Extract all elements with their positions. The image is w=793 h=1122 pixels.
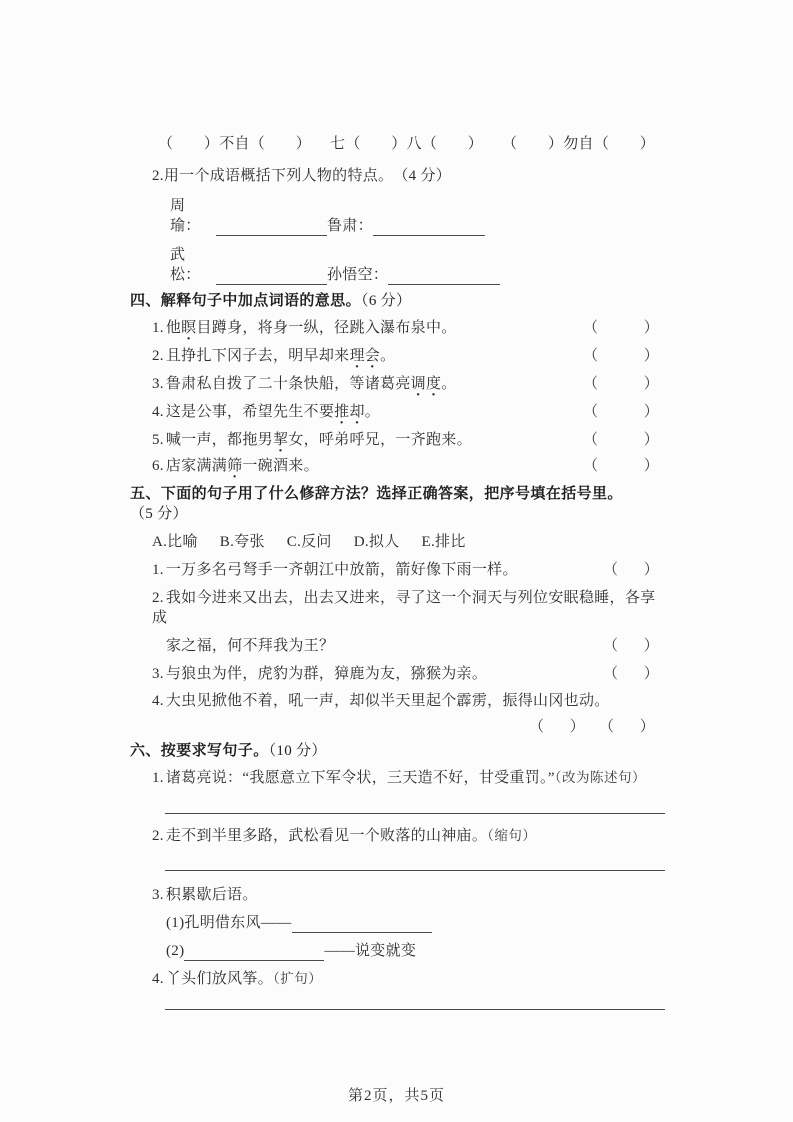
answer-parens <box>583 318 659 338</box>
section-title-text: 四、解释句子中加点词语的意思。 <box>130 292 362 309</box>
paren-glyph: ） <box>569 719 585 735</box>
answer-parens <box>583 346 659 366</box>
exam-content <box>130 134 667 1010</box>
option-label: A.比喻 <box>152 534 198 550</box>
question-text: 2.用一个成语概括下列人物的特点。 <box>152 168 394 184</box>
xiehouyu-prefix: (2) <box>166 943 185 959</box>
section-title-text: 五、下面的句子用了什么修辞方法？选择正确答案，把序号填在括号里。 <box>130 485 623 502</box>
answer-parens <box>529 717 585 737</box>
paren-glyph: ） <box>643 348 659 364</box>
question-text <box>152 374 583 394</box>
person-label: 孙悟空： <box>327 267 389 283</box>
sentence-text: 一万多名弓弩手一齐朝江中放箭，箭好像下雨一样。 <box>165 562 518 578</box>
section-title-text: 六、按要求写句子。 <box>130 742 269 759</box>
paren-glyph: （ <box>583 348 599 364</box>
idiom-blank-group: （ ）勿自（ ） <box>502 136 656 152</box>
question-text <box>152 318 583 338</box>
question-number: 3. <box>152 666 164 682</box>
question-text <box>152 768 667 788</box>
question-row <box>152 560 667 580</box>
question-row <box>152 456 667 476</box>
person-blank <box>327 245 500 285</box>
xiehouyu-suffix: ——说变就变 <box>324 943 417 959</box>
idiom-blank-group: 七（ ）八（ ） <box>330 136 484 152</box>
answer-line <box>165 1009 665 1010</box>
person-label: 鲁肃： <box>327 218 373 234</box>
score-label: （5 分） <box>130 506 188 522</box>
question-number: 4. <box>152 971 164 987</box>
question-number: 4. <box>152 404 164 420</box>
score-label: （10 分） <box>268 743 327 759</box>
paren-glyph: ） <box>639 719 655 735</box>
question-text <box>152 402 583 422</box>
answer-parens <box>603 560 659 580</box>
paren-glyph: （ <box>583 404 599 420</box>
question-number: 5. <box>152 432 164 448</box>
paren-glyph: （ <box>583 458 599 474</box>
question-row <box>152 430 667 450</box>
sentence-with-dotted-word: 他瞑目蹲身，将身一纵，径跳入瀑布泉中。 <box>165 320 457 336</box>
paren-glyph: ） <box>643 666 659 682</box>
paren-glyph: ） <box>643 404 659 420</box>
sentence-text: 与狼虫为伴，虎豹为群，獐鹿为友，猕猴为亲。 <box>165 666 488 682</box>
person-blank-row <box>170 245 667 285</box>
instruction-note: （扩句） <box>272 971 323 986</box>
question-number: 3. <box>152 376 164 392</box>
person-label: 武松： <box>170 247 201 283</box>
question-text <box>152 346 583 366</box>
blank-underline <box>216 220 327 236</box>
sentence-with-dotted-word: 鲁肃私自拨了二十条快船，等诸葛亮调度。 <box>165 376 457 392</box>
section-6-title <box>130 741 667 761</box>
question-number: 2. <box>152 348 164 364</box>
sentence-text: 诸葛亮说：“我愿意立下军令状，三天造不好，甘受重罚。” <box>165 770 555 786</box>
blank-underline <box>216 269 327 285</box>
blank-underline <box>373 220 485 236</box>
question-text <box>152 691 667 711</box>
double-answer-parens-row <box>130 717 663 737</box>
option-label: D.拟人 <box>353 534 400 550</box>
sentence-text: 走不到半里多路，武松看见一个败落的山神庙。 <box>165 828 488 844</box>
question-continuation-row <box>166 636 667 656</box>
paren-glyph: （ <box>583 376 599 392</box>
sentence-with-dotted-word: 且挣扎下冈子去，明早却来理会。 <box>165 348 396 364</box>
answer-parens <box>583 456 659 476</box>
question-row <box>152 318 667 338</box>
section-4-title <box>130 291 667 311</box>
person-blank <box>170 196 327 236</box>
question-number: 4. <box>152 693 164 709</box>
sentence-text: 我如今进来又出去，出去又进来，寻了这一个洞天与列位安眠稳睡，各享成 <box>152 590 656 626</box>
option-label: C.反问 <box>286 534 332 550</box>
sentence-with-dotted-word: 店家满满筛一碗酒来。 <box>165 458 319 474</box>
answer-parens <box>599 717 655 737</box>
question-row <box>152 768 667 788</box>
question-text <box>152 560 603 580</box>
answer-parens <box>603 664 659 684</box>
question-text <box>152 664 603 684</box>
paren-glyph: ） <box>643 320 659 336</box>
question-number: 6. <box>152 458 164 474</box>
question-row <box>152 826 667 846</box>
question-text <box>152 969 667 989</box>
paren-glyph: （ <box>583 320 599 336</box>
question-row <box>152 885 667 905</box>
answer-parens <box>603 636 659 656</box>
question-row <box>152 969 667 989</box>
question-text <box>152 588 667 628</box>
person-blank <box>327 196 485 236</box>
question-text <box>152 456 583 476</box>
paren-glyph: （ <box>599 719 615 735</box>
question-row <box>152 664 667 684</box>
question-number: 1. <box>152 770 164 786</box>
question-number: 1. <box>152 562 164 578</box>
question-text <box>152 885 667 905</box>
answer-line <box>165 813 665 814</box>
person-blank <box>170 245 327 285</box>
sentence-with-dotted-word: 这是公事，希望先生不要推却。 <box>165 404 381 420</box>
page-footer: 第2页，共5页 <box>347 1088 445 1104</box>
question-text <box>152 430 583 450</box>
sentence-text: 丫头们放风筝。 <box>165 971 273 987</box>
question-number: 2. <box>152 590 164 606</box>
idiom-blanks-row <box>158 134 667 154</box>
paren-glyph: ） <box>643 458 659 474</box>
paren-glyph: （ <box>583 432 599 448</box>
question-2-row <box>152 166 667 186</box>
paren-glyph: （ <box>529 719 545 735</box>
instruction-note: （改为陈述句） <box>554 770 647 785</box>
xiehouyu-prefix: (1)孔明借东风—— <box>166 915 292 931</box>
answer-parens <box>583 402 659 422</box>
paren-glyph: ） <box>643 376 659 392</box>
option-label: E.排比 <box>421 534 466 550</box>
idiom-blank-group: （ ）不自（ ） <box>158 136 312 152</box>
question-row <box>152 346 667 366</box>
paren-glyph: ） <box>643 432 659 448</box>
option-label: B.夸张 <box>219 534 265 550</box>
sentence-text: 积累歇后语。 <box>165 887 258 903</box>
blank-underline <box>184 945 324 961</box>
blank-underline <box>388 269 500 285</box>
sentence-with-dotted-word: 喊一声，都拖男挈女，呼弟呼兄，一齐跑来。 <box>165 432 472 448</box>
blank-underline <box>292 917 432 933</box>
sentence-text: 家之福，何不拜我为王？ <box>166 638 335 654</box>
question-number: 3. <box>152 887 164 903</box>
person-label: 周瑜： <box>170 198 201 234</box>
section-5-title <box>130 484 667 524</box>
answer-parens <box>583 430 659 450</box>
question-text <box>152 826 667 846</box>
question-number: 2. <box>152 828 164 844</box>
answer-line <box>165 870 665 871</box>
paren-glyph: （ <box>603 638 619 654</box>
answer-parens <box>583 374 659 394</box>
paren-glyph: ） <box>643 638 659 654</box>
xiehouyu-row <box>166 913 667 933</box>
instruction-note: （缩句） <box>487 828 537 843</box>
question-row <box>152 588 667 628</box>
xiehouyu-row <box>166 941 667 961</box>
paren-glyph: ） <box>643 562 659 578</box>
question-row <box>152 374 667 394</box>
person-blank-row <box>170 196 667 236</box>
score-label: （4 分） <box>393 168 452 184</box>
sentence-text: 大虫见掀他不着，吼一声，却似半天里起个霹雳，振得山冈也动。 <box>165 693 610 709</box>
paren-glyph: （ <box>603 666 619 682</box>
score-label: （6 分） <box>361 293 412 309</box>
paren-glyph: （ <box>603 562 619 578</box>
rhetoric-options-row <box>152 532 667 552</box>
question-row <box>152 402 667 422</box>
question-number: 1. <box>152 320 164 336</box>
question-row <box>152 691 667 711</box>
